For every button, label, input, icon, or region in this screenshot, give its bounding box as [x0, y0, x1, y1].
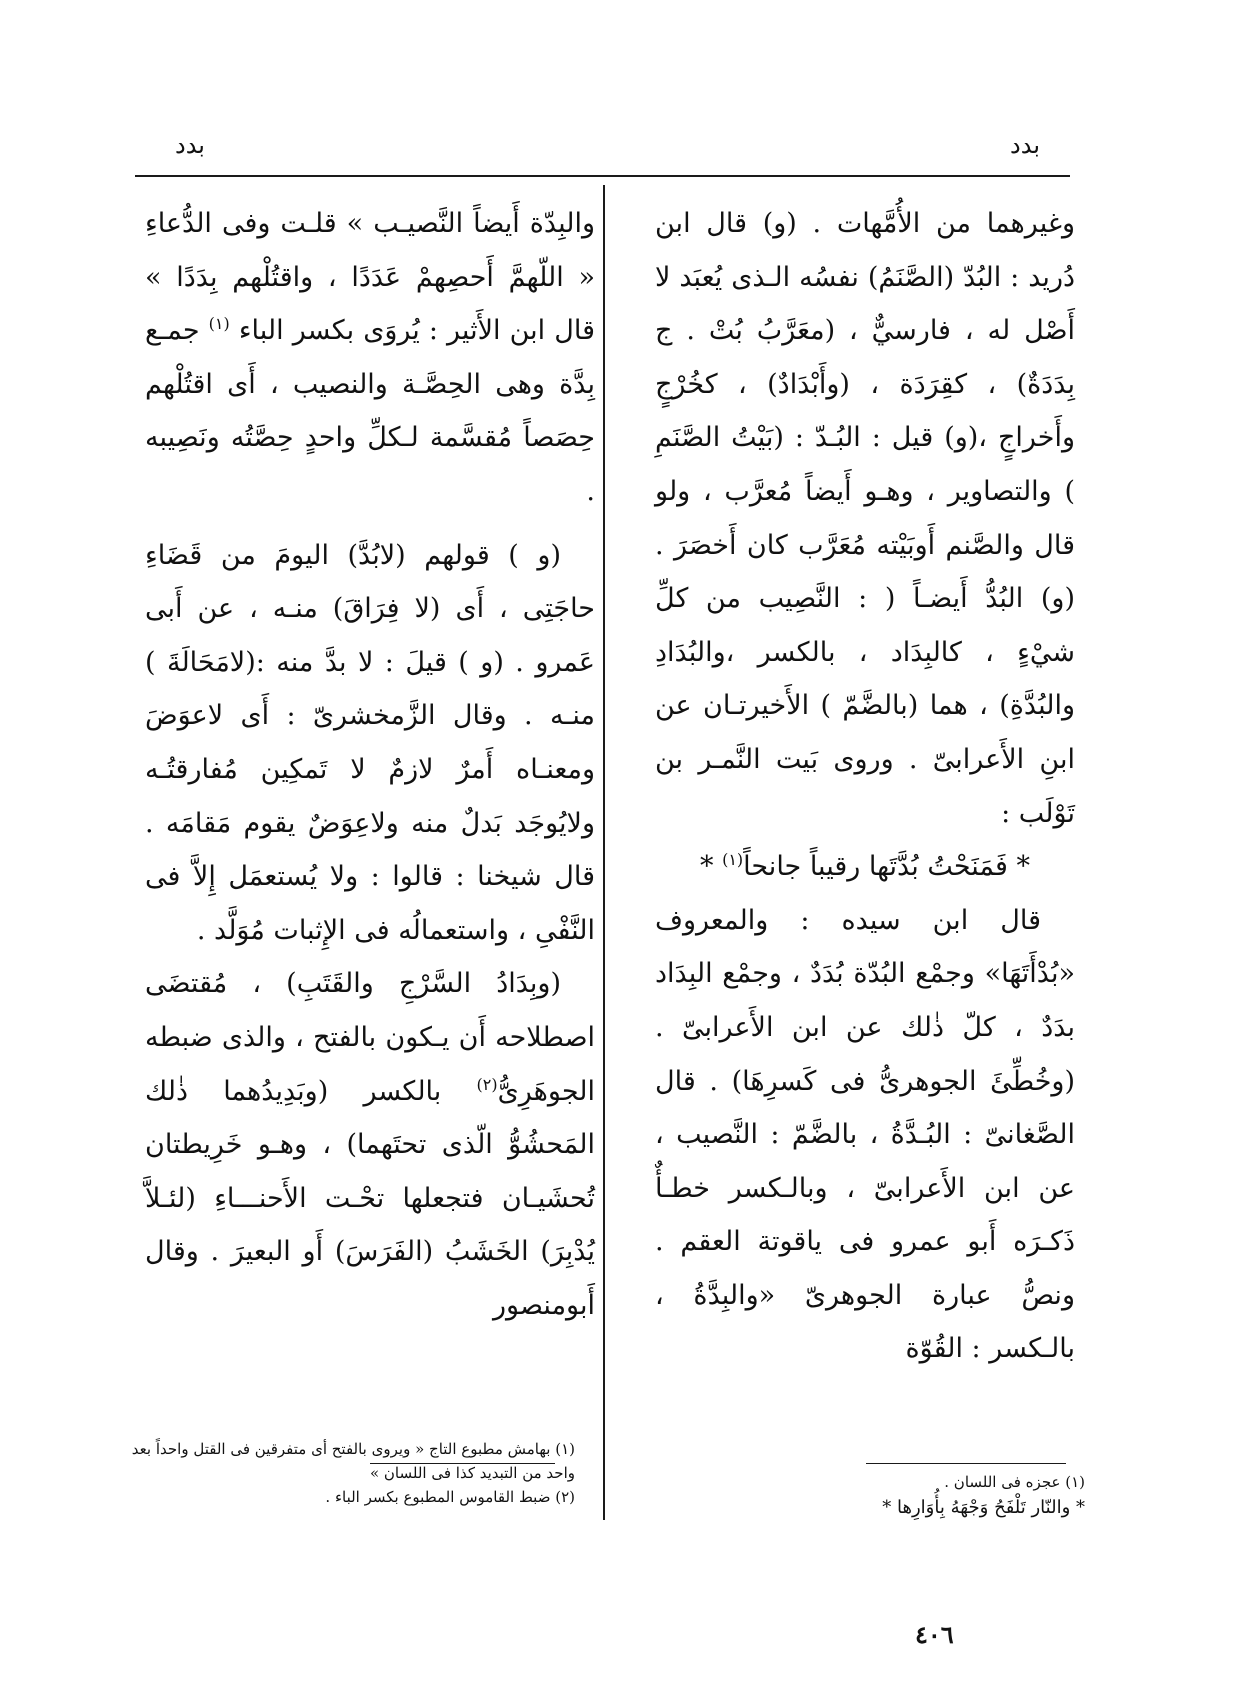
footnote-left-2: (٢) ضبط القاموس المطبوع بكسر الباء .: [325, 1488, 575, 1506]
verse-footnote-ref: (١): [722, 850, 744, 870]
footnote-left-1: (١) بهامش مطبوع التاج « ويروى بالفتح أى متفرقين فى القتل واحداً بعد واحد من التبديد كذا فى اللسان »: [131, 1440, 575, 1482]
running-head-right: بدد: [1010, 131, 1040, 159]
verse-line: [655, 840, 1075, 894]
footnotes-right: [695, 1470, 1085, 1520]
verse-text: * فَمَنَحْتُ بُدَّتَها رقيباً جانحاً: [743, 851, 1031, 883]
left-paragraph-1a: والبِدّة أَيضاً النَّصيـب » قلـت وفى الدُّعاءِ « اللّهمَّ أَحصِهمْ عَدَدًا ، واقتُلْهم بِدَدًا » قال ابن الأَثير : يُروَى بكسر الباء: [145, 208, 595, 347]
footnote-ref-2: (٢): [476, 1074, 498, 1094]
left-paragraph-3b: بالكسر: [363, 1075, 442, 1107]
footnote-right-verse: * والنّار تَلْفَحُ وَجْهَهُ بِأُوَارِها *: [882, 1497, 1085, 1518]
column-divider: [603, 185, 605, 1520]
running-head-left: بدد: [175, 131, 205, 159]
right-paragraph-2: قال ابن سيده : والمعروف «بُدْأَتَهَا» وجمْع البُدّة بُدَدٌ ، وجمْع البِدَاد بدَدٌ ، كلّ ذٰلك عن ابن الأَعرابىّ . (وخُطِّئَ الجوهرىُّ فى كَسرِهَا) . قال الصَّغانىّ : البُـدَّةُ ، بالضَّمّ : النَّصيب ، عن ابن الأَعرابىّ ، وبالـكسر خطـأٌ ذَكـرَه أَبو عمرو فى ياقوتة العقم . ونصُّ عبارة الجوهرىّ «والبِدَّةُ ، بالـكسر : القُوّة: [655, 904, 1075, 1365]
verse-end-mark: *: [699, 851, 714, 883]
left-paragraph-3c: (وبَدِيدُهما ذٰلك المَحشُوُّ الّذى تحتَهما) ، وهـو خَرِيطتان تُحشَيـان فتجعلها تحْـت الأَحنـــاءِ (لئـلاَّ يُدْبِرَ) الخَشَبُ (الفَرَسَ) أَو البعيرَ . وقال أَبومنصور: [145, 1075, 595, 1321]
footnote-ref-1: (١): [208, 314, 230, 334]
footnote-right-1: (١) عجزه فى اللسان .: [944, 1473, 1085, 1491]
footnote-rule-right: [866, 1463, 1066, 1464]
right-paragraph-1: وغيرهما من الأُمَّهات . (و) قال ابن دُريد : البُدّ (الصَّنَمُ) نفسُه الـذى يُعبَد لا أَصْل له ، فارسيٌّ ، (معَرَّبُ بُتْ . ج بِدَدَةٌ) ، كقِرَدَة ، (وأَبْدَادٌ) ، كخُرْجٍ وأَخراجٍ ،(و) قيل : البُـدّ : (بَيْتُ الصَّنَمِ ) والتصاوير ، وهـو أَيضاً مُعرَّب ، ولو قال والصَّنم أَوبَيْته مُعَرَّب كان أَخصَرَ . (و) البُدُّ أَيضـاً ( : النَّصِيب من كلِّ شيْءٍ ، كالبِدَاد ، بالكسر ،والبُدَادِ والبُدَّةِ) ، هما (بالضَّمّ ) الأَخيرتـان عن ابنِ الأَعرابىّ . وروى بَيت النَّمـر بن تَوْلَب :: [655, 208, 1075, 829]
left-paragraph-3a: (وبِدَادُ السَّرْجِ والقَتَبِ) ، مُقتضَى اصطلاحه أَن يـكون بالفتح ، والذى ضبطه الجوهَرِىُّ: [145, 968, 595, 1107]
left-paragraph-1: [145, 197, 595, 519]
footnotes-left: [115, 1437, 575, 1509]
page-number: ٤٠٦: [915, 1620, 954, 1649]
right-column: [655, 197, 1075, 1376]
left-paragraph-2: (و ) قولهم (لابُدَّ) اليومَ من قَضَاءِ حاجَتِى ، أَى (لا فِرَاقَ) منـه ، عن أَبى عَمرو . (و ) قيلَ : لا بدَّ منه :(لامَحَالَةَ ) منـه . وقال الزَّمخشرىّ : أَى لاعوَضَ ومعنـاه أَمرٌ لازمٌ لا تَمكِين مُفارقتُـه ولايُوجَد بَدلٌ منه ولاعِوَضٌ يقوم مَقامَه . قال شيخنا : قالوا : ولا يُستعمَل إِلاَّ فى النَّفْىِ ، واستعمالُه فى الإِثبات مُوَلَّد .: [145, 539, 595, 946]
left-paragraph-3: [145, 957, 595, 1332]
header-rule: [135, 175, 1070, 177]
left-column: [145, 197, 595, 1332]
left-paragraph-1b: جمـع بِدَّة وهى الحِصَّـة والنصيب ، أَى اقتُلْهم حِصَصاً مُقسَّمة لـكلِّ واحدٍ حِصَّتُه ونَصِيبه .: [145, 315, 595, 507]
